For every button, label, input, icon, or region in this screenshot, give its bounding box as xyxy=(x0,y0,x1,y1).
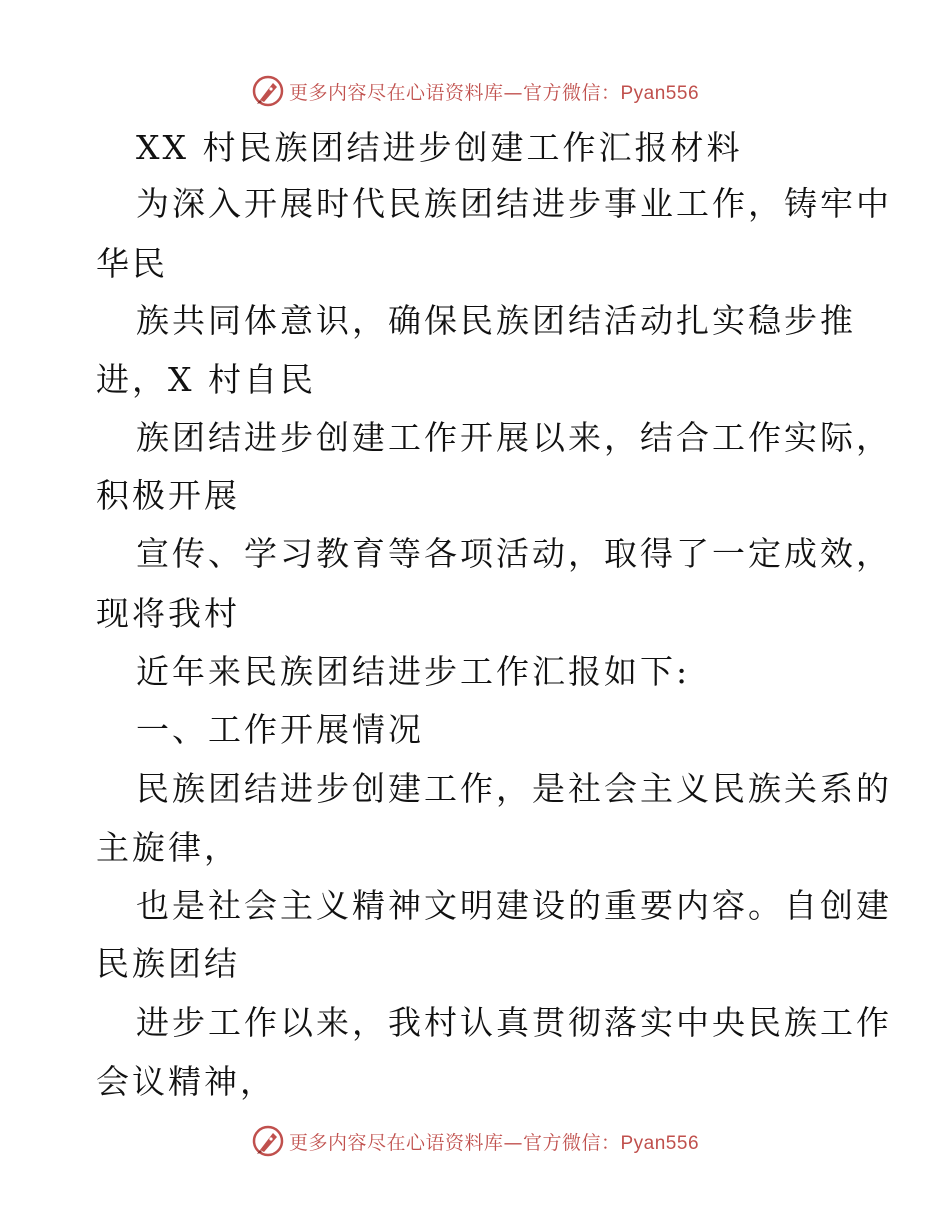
paragraph-line: 会议精神， xyxy=(96,1062,276,1101)
paragraph-line: 积极开展 xyxy=(96,476,240,515)
document-title: XX 村民族团结进步创建工作汇报材料 xyxy=(136,128,743,167)
pen-nib-logo-icon xyxy=(251,74,285,108)
paragraph-line: 族团结进步创建工作开展以来，结合工作实际， xyxy=(136,418,892,457)
watermark-main-text: 更多内容尽在心语资料库—官方微信： xyxy=(288,81,621,104)
paragraph-line: 民族团结 xyxy=(96,944,240,983)
paragraph-line: 宣传、学习教育等各项活动，取得了一定成效， xyxy=(136,534,892,573)
paragraph-line: 族共同体意识，确保民族团结活动扎实稳步推 xyxy=(136,301,856,340)
header-watermark xyxy=(0,71,950,111)
paragraph-line: 也是社会主义精神文明建设的重要内容。自创建 xyxy=(136,886,892,925)
watermark-wechat-id: Pyan556 xyxy=(620,1132,700,1154)
paragraph-line: 进步工作以来，我村认真贯彻落实中央民族工作 xyxy=(136,1003,892,1042)
paragraph-line: 近年来民族团结进步工作汇报如下: xyxy=(136,652,691,691)
watermark-wechat-id: Pyan556 xyxy=(620,82,700,104)
paragraph-line: 进，X 村自民 xyxy=(96,360,316,399)
pen-nib-logo-icon xyxy=(251,1124,285,1158)
watermark-main-text: 更多内容尽在心语资料库—官方微信： xyxy=(288,1131,621,1154)
section-heading: 一、工作开展情况 xyxy=(136,710,424,749)
paragraph-line: 主旋律， xyxy=(96,828,240,867)
paragraph-line: 现将我村 xyxy=(96,594,240,633)
paragraph-line: 为深入开展时代民族团结进步事业工作，铸牢中 xyxy=(136,184,892,223)
paragraph-line: 华民 xyxy=(96,244,168,283)
paragraph-line: 民族团结进步创建工作，是社会主义民族关系的 xyxy=(136,769,892,808)
watermark-text xyxy=(289,78,699,105)
footer-watermark xyxy=(0,1121,950,1161)
watermark-text xyxy=(289,1128,699,1155)
